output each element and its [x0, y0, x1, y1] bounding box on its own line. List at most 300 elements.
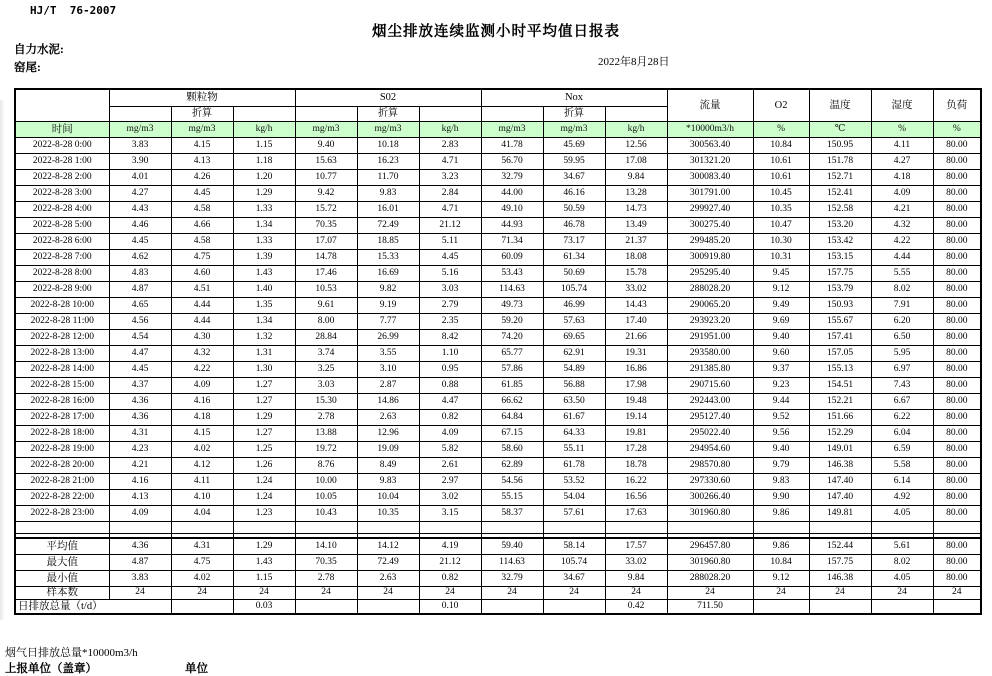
summary-value-cell: 24 — [357, 587, 419, 600]
table-row — [15, 426, 981, 442]
value-cell: 8.02 — [871, 282, 933, 298]
value-cell: 9.83 — [357, 474, 419, 490]
value-cell: 4.45 — [171, 186, 233, 202]
value-cell: 2.79 — [419, 298, 481, 314]
summary-value-cell: 24 — [171, 587, 233, 600]
value-cell: 3.90 — [109, 154, 171, 170]
value-cell: 80.00 — [933, 362, 981, 378]
time-column-header: 时间 — [15, 122, 109, 138]
unit-cell: mg/m3 — [109, 122, 171, 138]
summary-value-cell: 14.10 — [295, 538, 357, 555]
time-header-spacer — [15, 89, 109, 122]
value-cell: 300275.40 — [667, 218, 753, 234]
summary-value-cell: 8.02 — [871, 555, 933, 571]
unit-cell: % — [753, 122, 809, 138]
value-cell: 46.78 — [543, 218, 605, 234]
empty-cell — [667, 522, 753, 534]
value-cell: 154.51 — [809, 378, 871, 394]
value-cell: 34.67 — [543, 170, 605, 186]
unit-cell: mg/m3 — [295, 122, 357, 138]
summary-value-cell: 4.02 — [171, 571, 233, 587]
footer-unit-label: 单位 — [185, 663, 208, 675]
monitoring-report-table — [14, 88, 982, 615]
value-cell: 33.02 — [605, 282, 667, 298]
value-cell: 4.47 — [419, 394, 481, 410]
value-cell: 3.03 — [419, 282, 481, 298]
value-cell: 9.44 — [753, 394, 809, 410]
value-cell: 6.97 — [871, 362, 933, 378]
value-cell: 149.81 — [809, 506, 871, 522]
blank-row — [15, 522, 981, 534]
value-cell: 80.00 — [933, 346, 981, 362]
value-cell: 80.00 — [933, 506, 981, 522]
value-cell: 9.45 — [753, 266, 809, 282]
value-cell: 4.36 — [109, 410, 171, 426]
value-cell: 5.82 — [419, 442, 481, 458]
value-cell: 3.02 — [419, 490, 481, 506]
value-cell: 4.30 — [171, 330, 233, 346]
value-cell: 15.78 — [605, 266, 667, 282]
value-cell: 45.69 — [543, 138, 605, 154]
value-cell: 10.61 — [753, 170, 809, 186]
value-cell: 19.09 — [357, 442, 419, 458]
value-cell: 150.95 — [809, 138, 871, 154]
value-cell: 9.60 — [753, 346, 809, 362]
value-cell: 14.73 — [605, 202, 667, 218]
value-cell: 149.01 — [809, 442, 871, 458]
summary-label: 最大值 — [15, 555, 109, 571]
value-cell: 4.58 — [171, 202, 233, 218]
value-cell: 80.00 — [933, 234, 981, 250]
table-row — [15, 266, 981, 282]
site-label: 窑尾: — [14, 62, 41, 74]
summary-row — [15, 587, 981, 600]
value-cell: 9.86 — [753, 506, 809, 522]
summary-value-cell: 0.82 — [419, 571, 481, 587]
unit-cell: mg/m3 — [357, 122, 419, 138]
table-row — [15, 202, 981, 218]
value-cell: 2.97 — [419, 474, 481, 490]
value-cell: 56.70 — [481, 154, 543, 170]
summary-value-cell: 24 — [667, 587, 753, 600]
value-cell: 4.36 — [109, 394, 171, 410]
value-cell: 1.31 — [233, 346, 295, 362]
value-cell: 9.84 — [605, 170, 667, 186]
value-cell: 46.99 — [543, 298, 605, 314]
time-cell: 2022-8-28 17:00 — [15, 410, 109, 426]
group-temperature: 温度 — [809, 89, 871, 122]
group-so2: S02 — [295, 89, 481, 107]
value-cell: 9.40 — [753, 442, 809, 458]
value-cell: 9.83 — [357, 186, 419, 202]
empty-cell — [543, 522, 605, 534]
value-cell: 4.21 — [871, 202, 933, 218]
time-cell: 2022-8-28 19:00 — [15, 442, 109, 458]
value-cell: 292443.00 — [667, 394, 753, 410]
value-cell: 301321.20 — [667, 154, 753, 170]
value-cell: 3.74 — [295, 346, 357, 362]
summary-value-cell: 80.00 — [933, 555, 981, 571]
value-cell: 1.20 — [233, 170, 295, 186]
daily-total-value-cell — [543, 600, 605, 615]
value-cell: 16.86 — [605, 362, 667, 378]
value-cell: 1.43 — [233, 266, 295, 282]
value-cell: 17.46 — [295, 266, 357, 282]
value-cell: 5.95 — [871, 346, 933, 362]
value-cell: 54.04 — [543, 490, 605, 506]
value-cell: 10.05 — [295, 490, 357, 506]
value-cell: 8.49 — [357, 458, 419, 474]
value-cell: 54.89 — [543, 362, 605, 378]
value-cell: 64.33 — [543, 426, 605, 442]
value-cell: 153.42 — [809, 234, 871, 250]
header-row-groups — [15, 89, 981, 107]
value-cell: 14.86 — [357, 394, 419, 410]
value-cell: 151.78 — [809, 154, 871, 170]
value-cell: 74.20 — [481, 330, 543, 346]
table-row — [15, 234, 981, 250]
value-cell: 63.50 — [543, 394, 605, 410]
value-cell: 152.71 — [809, 170, 871, 186]
unit-cell: mg/m3 — [171, 122, 233, 138]
value-cell: 10.31 — [753, 250, 809, 266]
table-row — [15, 250, 981, 266]
value-cell: 15.30 — [295, 394, 357, 410]
value-cell: 146.38 — [809, 458, 871, 474]
value-cell: 4.11 — [171, 474, 233, 490]
summary-value-cell: 114.63 — [481, 555, 543, 571]
value-cell: 4.56 — [109, 314, 171, 330]
summary-value-cell: 3.83 — [109, 571, 171, 587]
value-cell: 10.35 — [357, 506, 419, 522]
value-cell: 9.56 — [753, 426, 809, 442]
value-cell: 10.18 — [357, 138, 419, 154]
value-cell: 56.88 — [543, 378, 605, 394]
value-cell: 9.23 — [753, 378, 809, 394]
value-cell: 53.52 — [543, 474, 605, 490]
value-cell: 4.45 — [109, 362, 171, 378]
summary-value-cell: 146.38 — [809, 571, 871, 587]
value-cell: 147.40 — [809, 490, 871, 506]
value-cell: 61.67 — [543, 410, 605, 426]
value-cell: 300083.40 — [667, 170, 753, 186]
unit-cell: ℃ — [809, 122, 871, 138]
summary-value-cell: 5.61 — [871, 538, 933, 555]
value-cell: 9.61 — [295, 298, 357, 314]
empty-cell — [481, 522, 543, 534]
empty-cell — [419, 522, 481, 534]
value-cell: 57.63 — [543, 314, 605, 330]
value-cell: 18.85 — [357, 234, 419, 250]
value-cell: 19.72 — [295, 442, 357, 458]
value-cell: 151.66 — [809, 410, 871, 426]
sub-header-empty — [109, 107, 171, 122]
value-cell: 4.37 — [109, 378, 171, 394]
summary-value-cell: 10.84 — [753, 555, 809, 571]
value-cell: 1.33 — [233, 234, 295, 250]
value-cell: 3.25 — [295, 362, 357, 378]
value-cell: 114.63 — [481, 282, 543, 298]
value-cell: 4.16 — [171, 394, 233, 410]
value-cell: 4.58 — [171, 234, 233, 250]
value-cell: 26.99 — [357, 330, 419, 346]
value-cell: 80.00 — [933, 250, 981, 266]
value-cell: 3.03 — [295, 378, 357, 394]
value-cell: 72.49 — [357, 218, 419, 234]
value-cell: 4.09 — [109, 506, 171, 522]
summary-value-cell: 32.79 — [481, 571, 543, 587]
time-cell: 2022-8-28 9:00 — [15, 282, 109, 298]
value-cell: 15.72 — [295, 202, 357, 218]
summary-value-cell: 24 — [481, 587, 543, 600]
table-row — [15, 410, 981, 426]
empty-cell — [753, 522, 809, 534]
table-row — [15, 490, 981, 506]
value-cell: 4.51 — [171, 282, 233, 298]
value-cell: 4.83 — [109, 266, 171, 282]
daily-total-value-cell — [357, 600, 419, 615]
value-cell: 291385.80 — [667, 362, 753, 378]
summary-value-cell: 4.36 — [109, 538, 171, 555]
value-cell: 80.00 — [933, 330, 981, 346]
summary-value-cell: 24 — [605, 587, 667, 600]
summary-value-cell: 72.49 — [357, 555, 419, 571]
time-cell: 2022-8-28 14:00 — [15, 362, 109, 378]
converted-label-nox: 折算 — [543, 107, 605, 122]
value-cell: 4.05 — [871, 506, 933, 522]
value-cell: 10.35 — [753, 202, 809, 218]
value-cell: 21.37 — [605, 234, 667, 250]
time-cell: 2022-8-28 18:00 — [15, 426, 109, 442]
header-row-units — [15, 122, 981, 138]
value-cell: 46.16 — [543, 186, 605, 202]
value-cell: 295127.40 — [667, 410, 753, 426]
value-cell: 28.84 — [295, 330, 357, 346]
summary-label: 样本数 — [15, 587, 109, 600]
value-cell: 3.23 — [419, 170, 481, 186]
value-cell: 8.42 — [419, 330, 481, 346]
value-cell: 16.69 — [357, 266, 419, 282]
sub-header-empty — [295, 107, 357, 122]
value-cell: 17.63 — [605, 506, 667, 522]
summary-value-cell: 24 — [753, 587, 809, 600]
value-cell: 58.60 — [481, 442, 543, 458]
empty-cell — [233, 522, 295, 534]
table-row — [15, 330, 981, 346]
value-cell: 1.29 — [233, 410, 295, 426]
value-cell: 1.25 — [233, 442, 295, 458]
value-cell: 44.93 — [481, 218, 543, 234]
daily-total-value-cell: 0.10 — [419, 600, 481, 615]
summary-value-cell: 58.14 — [543, 538, 605, 555]
value-cell: 293580.00 — [667, 346, 753, 362]
value-cell: 10.84 — [753, 138, 809, 154]
value-cell: 19.81 — [605, 426, 667, 442]
value-cell: 1.35 — [233, 298, 295, 314]
value-cell: 153.79 — [809, 282, 871, 298]
value-cell: 157.75 — [809, 266, 871, 282]
value-cell: 10.53 — [295, 282, 357, 298]
empty-cell — [295, 522, 357, 534]
value-cell: 67.15 — [481, 426, 543, 442]
unit-cell: % — [871, 122, 933, 138]
value-cell: 80.00 — [933, 138, 981, 154]
value-cell: 4.18 — [871, 170, 933, 186]
value-cell: 61.85 — [481, 378, 543, 394]
value-cell: 10.00 — [295, 474, 357, 490]
value-cell: 19.14 — [605, 410, 667, 426]
value-cell: 3.55 — [357, 346, 419, 362]
value-cell: 157.41 — [809, 330, 871, 346]
time-cell: 2022-8-28 12:00 — [15, 330, 109, 346]
sub-header-empty — [605, 107, 667, 122]
company-label: 自力水泥: — [14, 44, 64, 56]
time-cell: 2022-8-28 10:00 — [15, 298, 109, 314]
value-cell: 80.00 — [933, 218, 981, 234]
value-cell: 18.78 — [605, 458, 667, 474]
unit-cell: mg/m3 — [481, 122, 543, 138]
value-cell: 152.21 — [809, 394, 871, 410]
value-cell: 4.13 — [171, 154, 233, 170]
table-row — [15, 218, 981, 234]
value-cell: 4.12 — [171, 458, 233, 474]
table-row — [15, 170, 981, 186]
value-cell: 53.43 — [481, 266, 543, 282]
value-cell: 4.09 — [871, 186, 933, 202]
summary-value-cell: 288028.20 — [667, 571, 753, 587]
summary-row — [15, 571, 981, 587]
table-row — [15, 458, 981, 474]
value-cell: 4.62 — [109, 250, 171, 266]
value-cell: 60.09 — [481, 250, 543, 266]
value-cell: 1.18 — [233, 154, 295, 170]
value-cell: 14.78 — [295, 250, 357, 266]
value-cell: 301960.80 — [667, 506, 753, 522]
value-cell: 80.00 — [933, 154, 981, 170]
table-row — [15, 362, 981, 378]
value-cell: 1.34 — [233, 218, 295, 234]
group-load: 负荷 — [933, 89, 981, 122]
summary-value-cell: 9.84 — [605, 571, 667, 587]
value-cell: 4.44 — [171, 314, 233, 330]
summary-value-cell: 24 — [933, 587, 981, 600]
summary-value-cell: 17.57 — [605, 538, 667, 555]
time-cell: 2022-8-28 0:00 — [15, 138, 109, 154]
value-cell: 62.91 — [543, 346, 605, 362]
summary-value-cell: 80.00 — [933, 571, 981, 587]
value-cell: 80.00 — [933, 282, 981, 298]
value-cell: 14.43 — [605, 298, 667, 314]
value-cell: 55.15 — [481, 490, 543, 506]
sub-header-empty — [481, 107, 543, 122]
value-cell: 153.20 — [809, 218, 871, 234]
value-cell: 295295.40 — [667, 266, 753, 282]
time-cell: 2022-8-28 6:00 — [15, 234, 109, 250]
converted-label-particulate: 折算 — [171, 107, 233, 122]
value-cell: 1.27 — [233, 378, 295, 394]
value-cell: 4.43 — [109, 202, 171, 218]
table-row — [15, 442, 981, 458]
value-cell: 1.24 — [233, 474, 295, 490]
value-cell: 4.45 — [109, 234, 171, 250]
value-cell: 300563.40 — [667, 138, 753, 154]
value-cell: 70.35 — [295, 218, 357, 234]
group-flow: 流量 — [667, 89, 753, 122]
table-row — [15, 314, 981, 330]
value-cell: 11.70 — [357, 170, 419, 186]
value-cell: 6.50 — [871, 330, 933, 346]
value-cell: 0.88 — [419, 378, 481, 394]
value-cell: 80.00 — [933, 410, 981, 426]
value-cell: 49.73 — [481, 298, 543, 314]
value-cell: 12.96 — [357, 426, 419, 442]
unit-cell: kg/h — [605, 122, 667, 138]
value-cell: 18.08 — [605, 250, 667, 266]
value-cell: 10.04 — [357, 490, 419, 506]
daily-total-row — [15, 600, 981, 615]
value-cell: 16.56 — [605, 490, 667, 506]
value-cell: 4.13 — [109, 490, 171, 506]
summary-value-cell: 24 — [109, 587, 171, 600]
table-row — [15, 138, 981, 154]
value-cell: 155.67 — [809, 314, 871, 330]
unit-cell: kg/h — [233, 122, 295, 138]
value-cell: 298570.80 — [667, 458, 753, 474]
summary-value-cell: 21.12 — [419, 555, 481, 571]
value-cell: 9.37 — [753, 362, 809, 378]
value-cell: 80.00 — [933, 458, 981, 474]
value-cell: 17.07 — [295, 234, 357, 250]
daily-total-value-cell: 0.42 — [605, 600, 667, 615]
empty-cell — [933, 522, 981, 534]
value-cell: 7.43 — [871, 378, 933, 394]
empty-cell — [109, 522, 171, 534]
value-cell: 3.15 — [419, 506, 481, 522]
value-cell: 65.77 — [481, 346, 543, 362]
value-cell: 10.30 — [753, 234, 809, 250]
value-cell: 1.30 — [233, 362, 295, 378]
value-cell: 4.27 — [871, 154, 933, 170]
time-cell: 2022-8-28 11:00 — [15, 314, 109, 330]
value-cell: 8.76 — [295, 458, 357, 474]
summary-value-cell: 4.75 — [171, 555, 233, 571]
value-cell: 0.82 — [419, 410, 481, 426]
value-cell: 6.67 — [871, 394, 933, 410]
value-cell: 4.02 — [171, 442, 233, 458]
value-cell: 2.61 — [419, 458, 481, 474]
summary-value-cell: 59.40 — [481, 538, 543, 555]
value-cell: 80.00 — [933, 298, 981, 314]
value-cell: 15.63 — [295, 154, 357, 170]
daily-total-value-cell — [753, 600, 809, 615]
value-cell: 4.10 — [171, 490, 233, 506]
value-cell: 80.00 — [933, 170, 981, 186]
time-cell: 2022-8-28 21:00 — [15, 474, 109, 490]
value-cell: 16.23 — [357, 154, 419, 170]
value-cell: 0.95 — [419, 362, 481, 378]
value-cell: 61.34 — [543, 250, 605, 266]
table-row — [15, 506, 981, 522]
value-cell: 4.60 — [171, 266, 233, 282]
value-cell: 297330.60 — [667, 474, 753, 490]
value-cell: 6.22 — [871, 410, 933, 426]
empty-cell — [171, 522, 233, 534]
empty-cell — [605, 522, 667, 534]
page-title: 烟尘排放连续监测小时平均值日报表 — [372, 24, 620, 40]
value-cell: 147.40 — [809, 474, 871, 490]
value-cell: 71.34 — [481, 234, 543, 250]
daily-total-value-cell — [933, 600, 981, 615]
